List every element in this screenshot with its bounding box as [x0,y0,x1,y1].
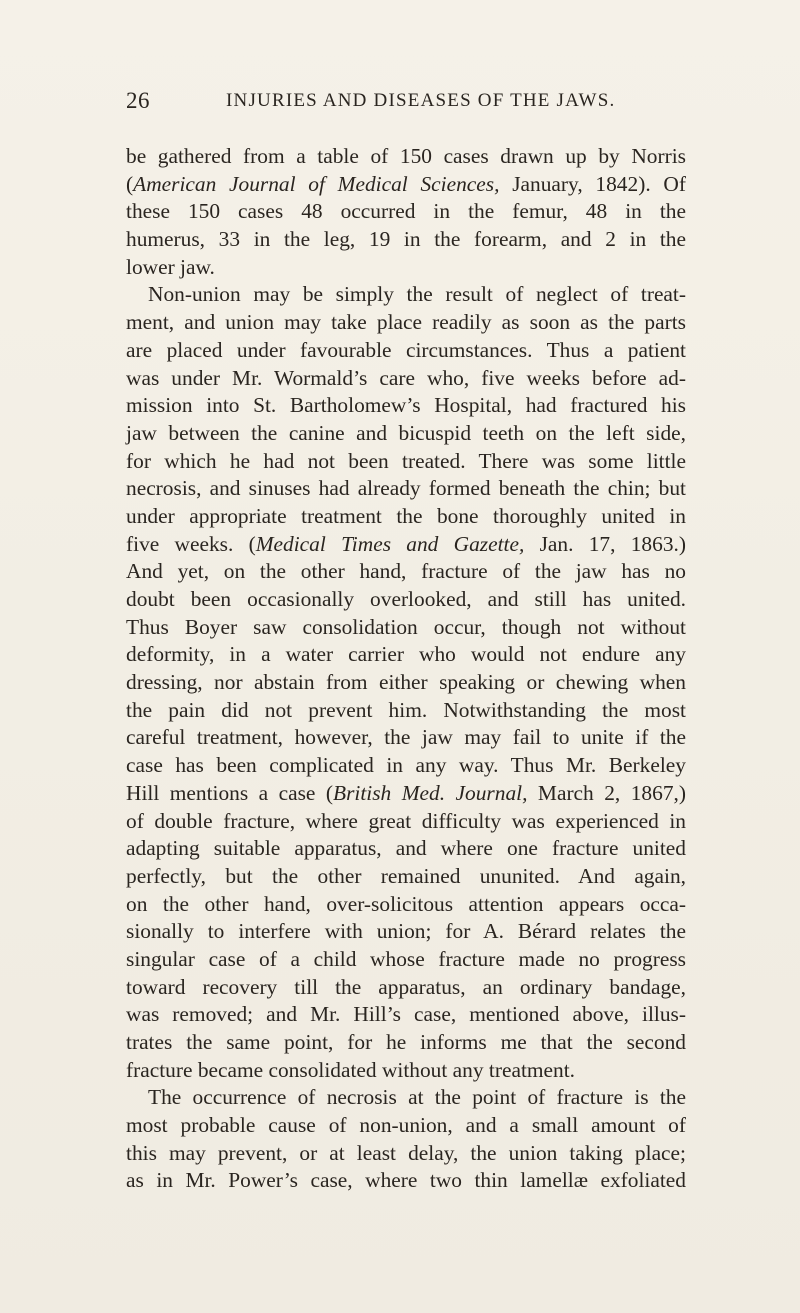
text-line [126,365,686,393]
text-run: The occurrence of necrosis at the point of fracture is the [148,1085,686,1110]
text-line [126,254,686,282]
text-run: as in Mr. Power’s case, where two thin lamellæ exfoliated [126,1168,686,1193]
text-run: Jan. 17, 1863.) [524,531,686,556]
text-run: necrosis, and sinuses had already formed beneath the chin; but [126,476,686,501]
text-run: adapting suitable apparatus, and where one fracture united [126,836,686,861]
italic-citation: Medical Times and Gazette, [255,531,525,556]
text-line [126,475,686,503]
running-head: INJURIES AND DISEASES OF THE JAWS. [226,90,616,111]
text-line [126,724,686,752]
text-line [126,752,686,780]
text-line [126,614,686,642]
text-line [126,863,686,891]
text-line [126,281,686,309]
text-line [126,143,686,171]
text-run: sionally to interfere with union; for A. Bérard relates the [126,919,686,944]
text-run: March 2, 1867,) [527,780,686,805]
text-run: toward recovery till the apparatus, an ordinary bandage, [126,974,686,999]
text-line [126,503,686,531]
text-line [126,1112,686,1140]
text-line [126,558,686,586]
text-line [126,198,686,226]
text-run: singular case of a child whose fracture made no progress [126,946,686,971]
text-run: fracture became consolidated without any treatment. [126,1057,576,1082]
text-run: be gathered from a table of 150 cases drawn up by Norris [126,144,686,168]
text-run: doubt been occasionally overlooked, and still has united. [126,587,686,611]
text-run: Hill mentions a case ( [126,780,334,805]
text-run: the pain did not prevent him. Notwithstanding the most [126,697,686,722]
page-number: 26 [126,88,150,113]
text-line [126,420,686,448]
text-line [126,808,686,836]
text-line [126,697,686,725]
text-run: are placed under favourable circumstances. Thus a patient [126,337,686,362]
text-run: of double fracture, where great difficulty was experienced in [126,808,686,833]
text-line [126,309,686,337]
italic-citation: British Med. Journal, [333,780,528,805]
text-line [126,586,686,614]
text-run: jaw between the canine and bicuspid teeth on the left side, [126,420,686,445]
text-run: under appropriate treatment the bone thoroughly united in [126,503,686,528]
text-run: ( [126,171,134,196]
text-run: ment, and union may take place readily as soon as the parts [126,310,686,335]
page-header [126,88,686,118]
text-line [126,1057,686,1085]
text-line [126,226,686,254]
text-line [126,531,686,559]
text-run: humerus, 33 in the leg, 19 in the forearm, and 2 in the [126,227,686,252]
text-run: And yet, on the other hand, fracture of the jaw has no [126,559,686,584]
text-run: careful treatment, however, the jaw may fail to unite if the [126,725,686,750]
text-line [126,641,686,669]
text-run: Non-union may be simply the result of neglect of treat- [148,282,686,307]
text-run: Thus Boyer saw consolidation occur, though not without [126,614,686,639]
text-line [126,1084,686,1112]
text-run: trates the same point, for he informs me that the second [126,1030,686,1054]
text-line [126,918,686,946]
text-run: on the other hand, over-solicitous attention appears occa- [126,891,686,916]
text-line [126,171,686,199]
text-run: lower jaw. [126,254,215,279]
text-run: five weeks. ( [126,531,256,556]
text-run: these 150 cases 48 occurred in the femur, 48 in the [126,199,686,224]
text-run: case has been complicated in any way. Thus Mr. Berkeley [126,753,686,778]
text-line [126,669,686,697]
text-line [126,392,686,420]
text-run: perfectly, but the other remained ununited. And again, [126,863,686,888]
text-line [126,1140,686,1168]
text-line [126,974,686,1002]
text-line [126,946,686,974]
text-line [126,1029,686,1057]
text-run: this may prevent, or at least delay, the union taking place; [126,1140,686,1165]
text-line [126,448,686,476]
text-run: mission into St. Bartholomew’s Hospital, had fractured his [126,393,686,418]
text-run: was under Mr. Wormald’s care who, five weeks before ad- [126,365,686,390]
text-line [126,1167,686,1195]
text-run: was removed; and Mr. Hill’s case, mentioned above, illus- [126,1002,686,1027]
text-run: most probable cause of non-union, and a small amount of [126,1113,686,1138]
text-line [126,337,686,365]
text-line [126,891,686,919]
text-run: deformity, in a water carrier who would not endure any [126,642,686,667]
text-line [126,780,686,808]
text-run: dressing, nor abstain from either speaking or chewing when [126,670,686,695]
italic-citation: American Journal of Medical Sciences, [133,171,500,196]
text-line [126,1001,686,1029]
text-run: for which he had not been treated. There was some little [126,448,686,473]
text-line [126,835,686,863]
text-run: January, 1842). Of [499,171,686,196]
body-text [126,143,686,1195]
